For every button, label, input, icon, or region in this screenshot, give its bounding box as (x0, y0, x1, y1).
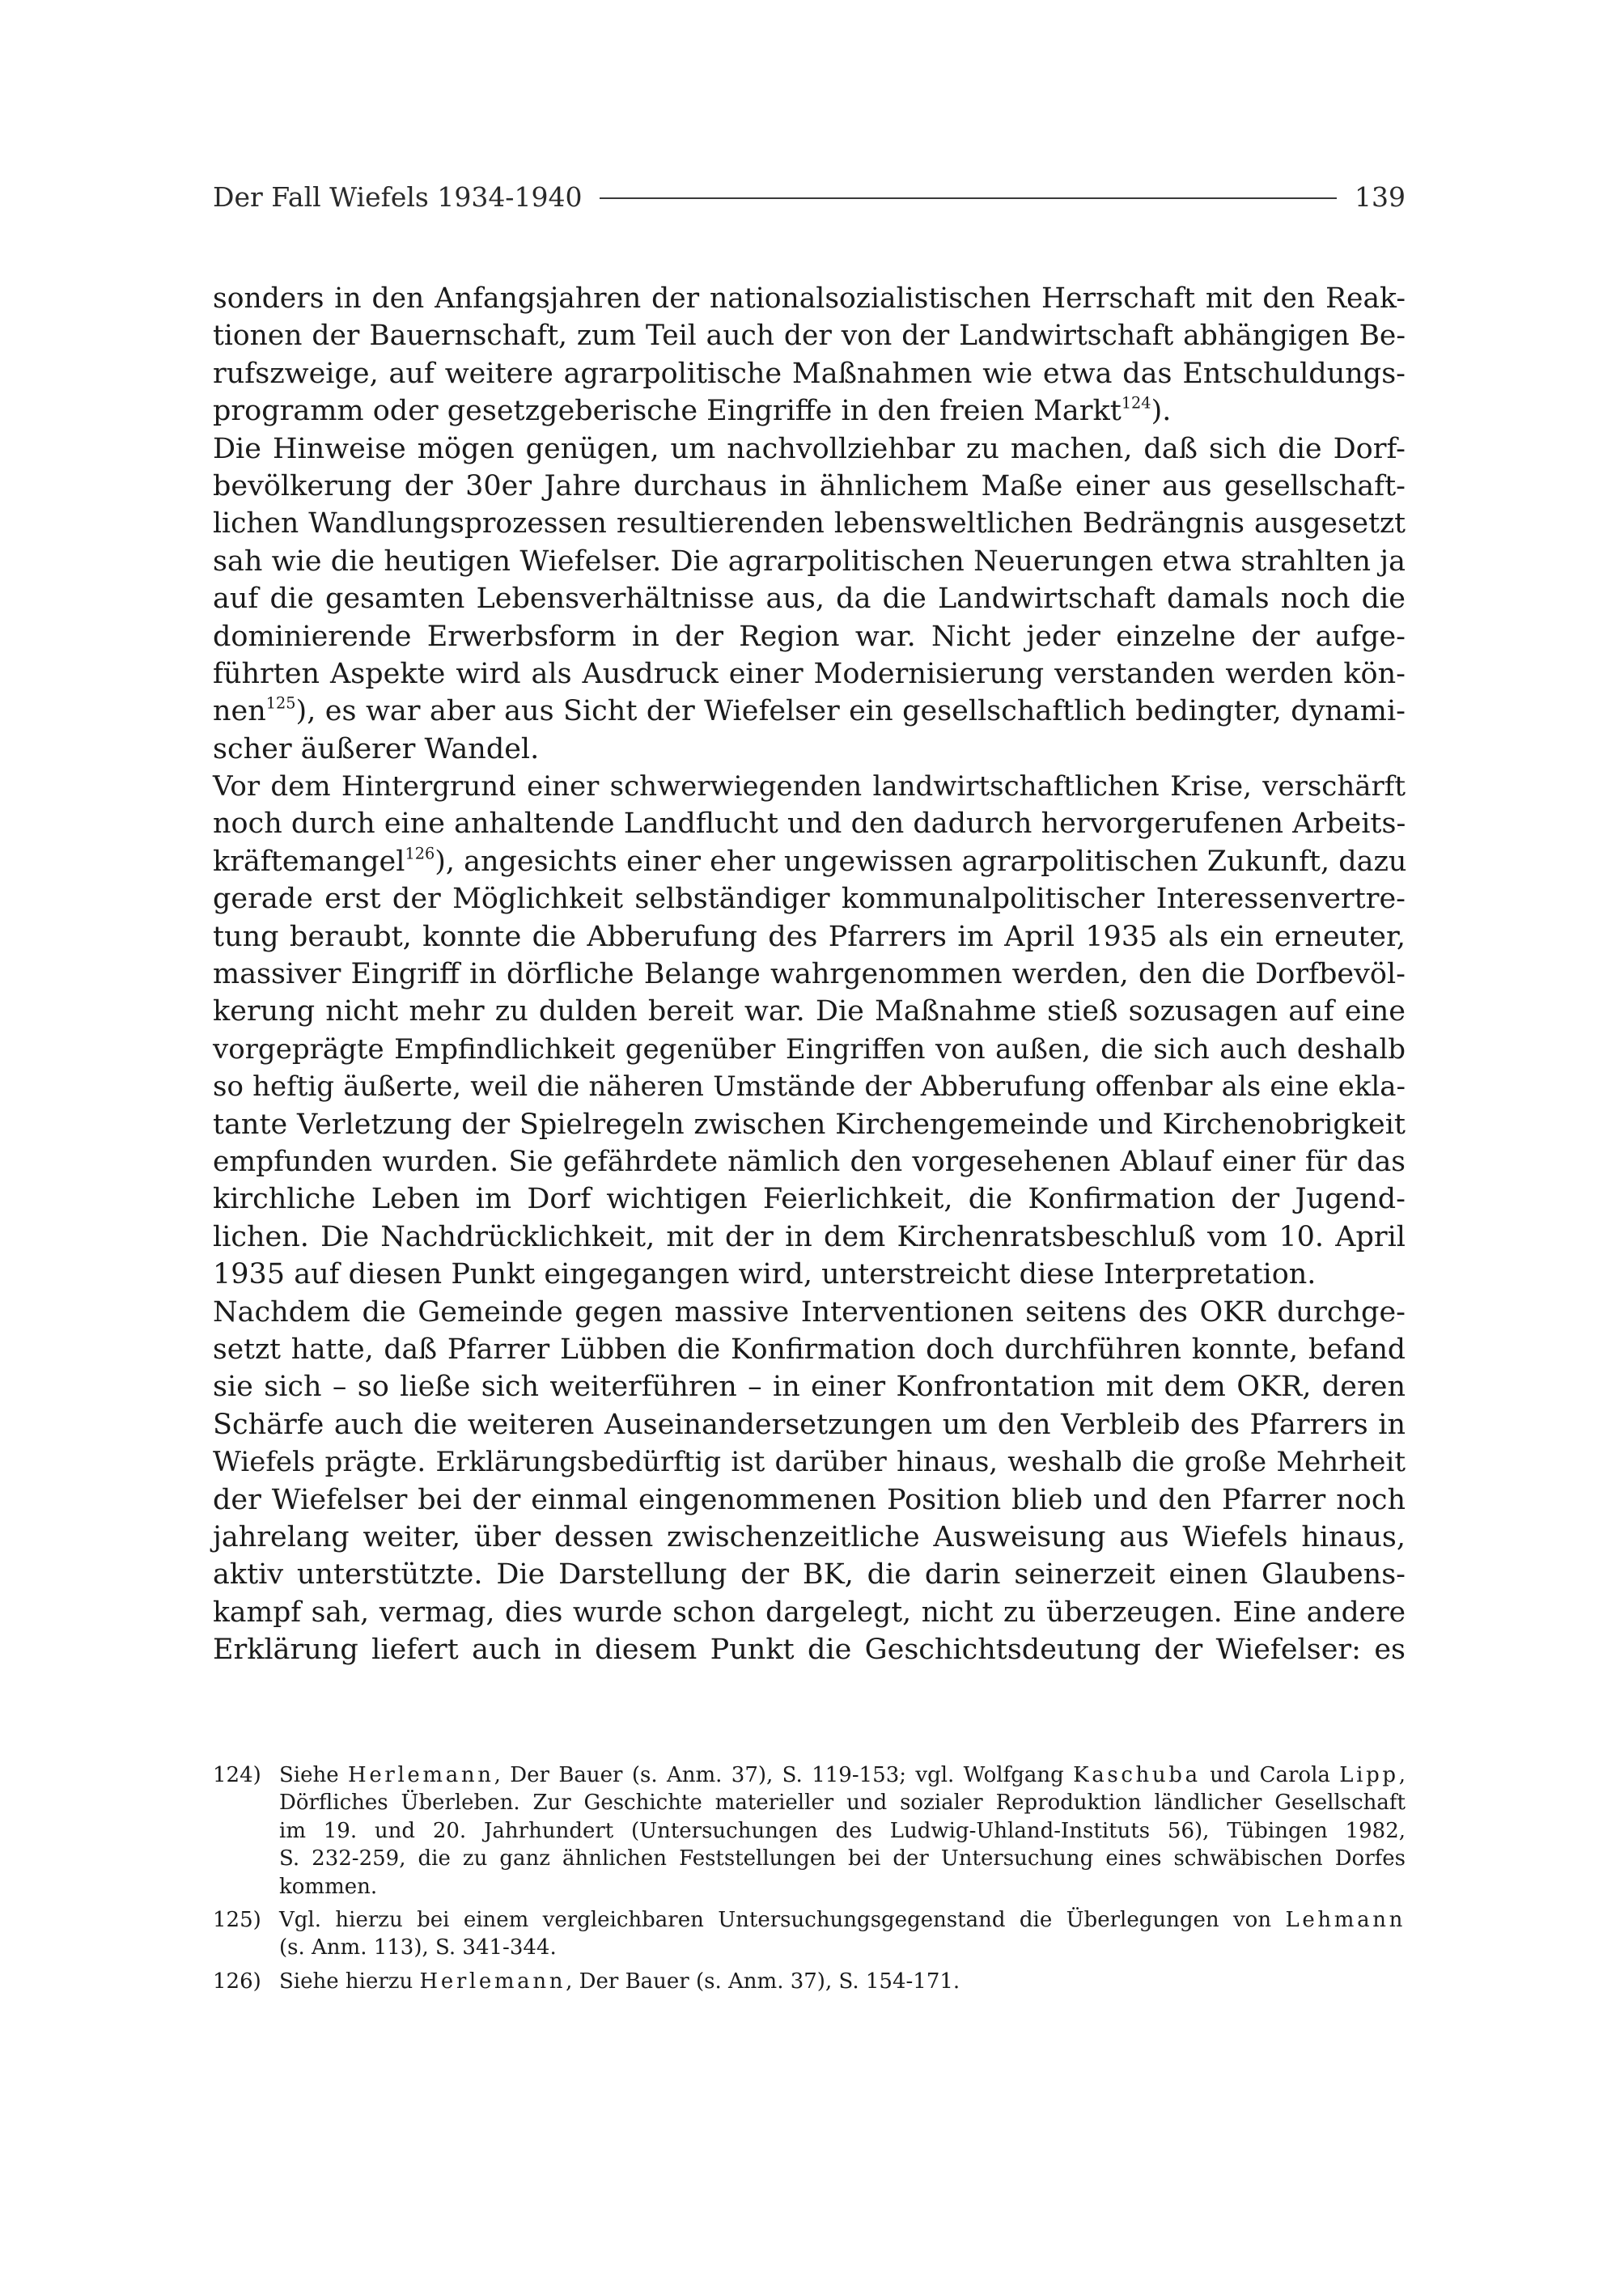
footnote-number: 125) (213, 1907, 261, 1932)
line-text: Wiefels prägte. Erklärungsbedürftig ist darüber hinaus, weshalb die große Mehrheit (213, 1446, 1406, 1479)
line-text: tante Verletzung der Spielregeln zwischen Kirchengemeinde und Kirchenobrigkeit (213, 1108, 1406, 1141)
running-title: Der Fall Wiefels 1934-1940 (213, 180, 583, 213)
footnote-segment: Vgl. hierzu bei einem vergleichbaren Untersuchungsgegenstand die Überlegungen von (279, 1907, 1286, 1932)
line-text: führten Aspekte wird als Ausdruck einer Modernisierung verstanden werden kön- (213, 657, 1406, 690)
body-line (213, 580, 1406, 617)
body-line (213, 317, 1406, 354)
running-header (213, 176, 1406, 217)
line-text-continued: ), es war aber aus Sicht der Wiefelser ein gesellschaftlich bedingter, dynami- (295, 695, 1406, 728)
body-line (213, 956, 1406, 993)
line-text: gerade erst der Möglichkeit selbständiger kommunalpolitischer Interessenvertre- (213, 883, 1406, 916)
footnote-reference: 126 (405, 844, 435, 863)
footnote-reference: 125 (265, 693, 296, 713)
body-line (213, 993, 1406, 1030)
line-text: kräftemangel (213, 845, 405, 878)
footnote (213, 1761, 1406, 1901)
footnote-segment: (s. Anm. 113), S. 341-344. (279, 1935, 557, 1960)
line-text: Die Hinweise mögen genügen, um nachvollziehbar zu machen, daß sich die Dorf- (213, 432, 1406, 465)
author-name: Lipp (1339, 1763, 1399, 1787)
line-text: kerung nicht mehr zu dulden bereit war. Die Maßnahme stieß sozusagen auf eine (213, 995, 1406, 1028)
line-text: auf die gesamten Lebensverhältnisse aus, da die Landwirtschaft damals noch die (213, 583, 1406, 616)
line-text: programm oder gesetzgeberische Eingriffe in den freien Markt (213, 395, 1122, 428)
footnote-segment: , Der Bauer (s. Anm. 37), S. 154-171. (566, 1969, 960, 1994)
body-line (213, 505, 1406, 542)
author-name: Lehmann (1285, 1907, 1406, 1932)
footnote-segment: und Carola (1200, 1763, 1340, 1787)
body-line (213, 392, 1406, 430)
body-line (213, 693, 1406, 730)
body-line (213, 430, 1406, 468)
line-text: sah wie die heutigen Wiefelser. Die agrarpolitischen Neuerungen etwa strahlten ja (213, 545, 1406, 578)
author-name: Kaschuba (1073, 1763, 1201, 1787)
line-text: setzt hatte, daß Pfarrer Lübben die Konfirmation doch durchführen konnte, befand (213, 1333, 1406, 1366)
body-line (213, 1294, 1406, 1331)
body-line (213, 468, 1406, 505)
footnote-number: 126) (213, 1969, 261, 1994)
body-line (213, 1368, 1406, 1405)
body-line (213, 731, 1406, 768)
page-number: 139 (1355, 180, 1406, 213)
footnotes (213, 1761, 1406, 2001)
footnote-text (279, 1906, 1406, 1962)
body-line (213, 1068, 1406, 1105)
footnote-line (279, 1968, 1406, 1995)
line-text: der Wiefelser bei der einmal eingenommenen Position blieb und den Pfarrer noch (213, 1483, 1406, 1516)
footnote-number: 124) (213, 1763, 261, 1787)
line-text: Nachdem die Gemeinde gegen massive Interventionen seitens des OKR durchge- (213, 1295, 1406, 1329)
footnote-line (279, 1761, 1406, 1789)
footnote-line (279, 1873, 1406, 1901)
body-line (213, 805, 1406, 842)
footnote-line (279, 1845, 1406, 1872)
line-text: vorgeprägte Empfindlichkeit gegenüber Eingriffen von außen, die sich auch deshalb (213, 1032, 1406, 1066)
line-text-continued: ). (1151, 395, 1172, 428)
body-line (213, 618, 1406, 655)
footnote-line (279, 1817, 1406, 1845)
footnote-segment: kommen. (279, 1874, 378, 1899)
body-line (213, 1256, 1406, 1293)
line-text: 1935 auf diesen Punkt eingegangen wird, unterstreicht diese Interpretation. (213, 1258, 1317, 1291)
line-text: noch durch eine anhaltende Landflucht und den dadurch hervorgerufenen Arbeits- (213, 807, 1406, 841)
footnote-segment: im 19. und 20. Jahrhundert (Untersuchungen des Ludwig-Uhland-Instituts 56), Tübingen 1982, (279, 1818, 1406, 1843)
footnote-text (279, 1761, 1406, 1901)
body-line (213, 1519, 1406, 1556)
line-text: scher äußerer Wandel. (213, 732, 540, 765)
line-text: Erklärung liefert auch in diesem Punkt die Geschichtsdeutung der Wiefelser: es (213, 1634, 1406, 1667)
body-line (213, 1106, 1406, 1143)
footnote-segment: , (1398, 1763, 1406, 1787)
body-line (213, 355, 1406, 392)
body-line (213, 880, 1406, 918)
line-text: kirchliche Leben im Dorf wichtigen Feierlichkeit, die Konfirmation der Jugend- (213, 1183, 1406, 1216)
footnote-line (279, 1934, 1406, 1961)
line-text: Vor dem Hintergrund einer schwerwiegenden landwirtschaftlichen Krise, verschärft (213, 770, 1406, 803)
line-text-continued: ), angesichts einer eher ungewissen agrarpolitischen Zukunft, dazu (435, 845, 1407, 878)
footnote-reference: 124 (1121, 393, 1151, 413)
body-line (213, 1481, 1406, 1519)
line-text: rufszweige, auf weitere agrarpolitische Maßnahmen wie etwa das Entschuldungs- (213, 357, 1406, 390)
body-line (213, 543, 1406, 580)
footnote-line (279, 1906, 1406, 1934)
footnote (213, 1906, 1406, 1962)
body-line (213, 1594, 1406, 1631)
line-text: kampf sah, vermag, dies wurde schon dargelegt, nicht zu überzeugen. Eine andere (213, 1596, 1406, 1629)
line-text: aktiv unterstützte. Die Darstellung der BK, die darin seinerzeit einen Glaubens- (213, 1558, 1406, 1592)
body-text (213, 280, 1406, 1668)
header-rule (600, 197, 1337, 199)
footnote-segment: S. 232-259, die zu ganz ähnlichen Feststellungen bei der Untersuchung eines schwäbischen Dorfes (279, 1846, 1406, 1871)
line-text: lichen. Die Nachdrücklichkeit, mit der in dem Kirchenratsbeschluß vom 10. April (213, 1220, 1406, 1253)
author-name: Herlemann (419, 1969, 566, 1994)
body-line (213, 1219, 1406, 1256)
footnote-segment: , Der Bauer (s. Anm. 37), S. 119-153; vgl. Wolfgang (494, 1763, 1074, 1787)
line-text: so heftig äußerte, weil die näheren Umstände der Abberufung offenbar als eine ekla- (213, 1070, 1406, 1104)
body-line (213, 1180, 1406, 1218)
footnote-line (279, 1789, 1406, 1816)
body-line (213, 1143, 1406, 1180)
footnote-text (279, 1968, 1406, 1995)
author-name: Herlemann (348, 1763, 494, 1787)
line-text: massiver Eingriff in dörfliche Belange wahrgenommen werden, den die Dorfbevöl- (213, 958, 1406, 991)
footnote-segment: Siehe (279, 1763, 349, 1787)
body-line (213, 1631, 1406, 1668)
body-line (213, 1556, 1406, 1593)
body-line (213, 1331, 1406, 1368)
body-line (213, 768, 1406, 805)
line-text: sie sich – so ließe sich weiterführen – in einer Konfrontation mit dem OKR, deren (213, 1371, 1406, 1404)
line-text: lichen Wandlungsprozessen resultierenden lebensweltlichen Bedrängnis ausgesetzt (213, 507, 1406, 540)
body-line (213, 1031, 1406, 1068)
line-text: empfunden wurden. Sie gefährdete nämlich den vorgesehenen Ablauf einer für das (213, 1145, 1406, 1178)
line-text: jahrelang weiter, über dessen zwischenzeitliche Ausweisung aus Wiefels hinaus, (213, 1520, 1406, 1553)
line-text: Schärfe auch die weiteren Auseinandersetzungen um den Verbleib des Pfarrers in (213, 1408, 1406, 1441)
line-text: dominierende Erwerbsform in der Region war. Nicht jeder einzelne der aufge- (213, 620, 1406, 653)
line-text: tionen der Bauernschaft, zum Teil auch der von der Landwirtschaft abhängigen Be- (213, 320, 1406, 353)
footnote-segment: Siehe hierzu (279, 1969, 420, 1994)
body-line (213, 1406, 1406, 1443)
footnote-segment: Dörfliches Überleben. Zur Geschichte materieller und sozialer Reproduktion ländlicher Gesellschaft (279, 1791, 1406, 1816)
line-text: bevölkerung der 30er Jahre durchaus in ähnlichem Maße einer aus gesellschaft- (213, 469, 1406, 502)
body-line (213, 280, 1406, 317)
body-line (213, 843, 1406, 880)
line-text: tung beraubt, konnte die Abberufung des Pfarrers im April 1935 als ein erneuter, (213, 920, 1406, 953)
line-text: nen (213, 695, 266, 728)
body-line (213, 1443, 1406, 1481)
footnote (213, 1968, 1406, 1995)
line-text: sonders in den Anfangsjahren der nationalsozialistischen Herrschaft mit den Reak- (213, 282, 1406, 315)
body-line (213, 918, 1406, 956)
body-line (213, 655, 1406, 693)
